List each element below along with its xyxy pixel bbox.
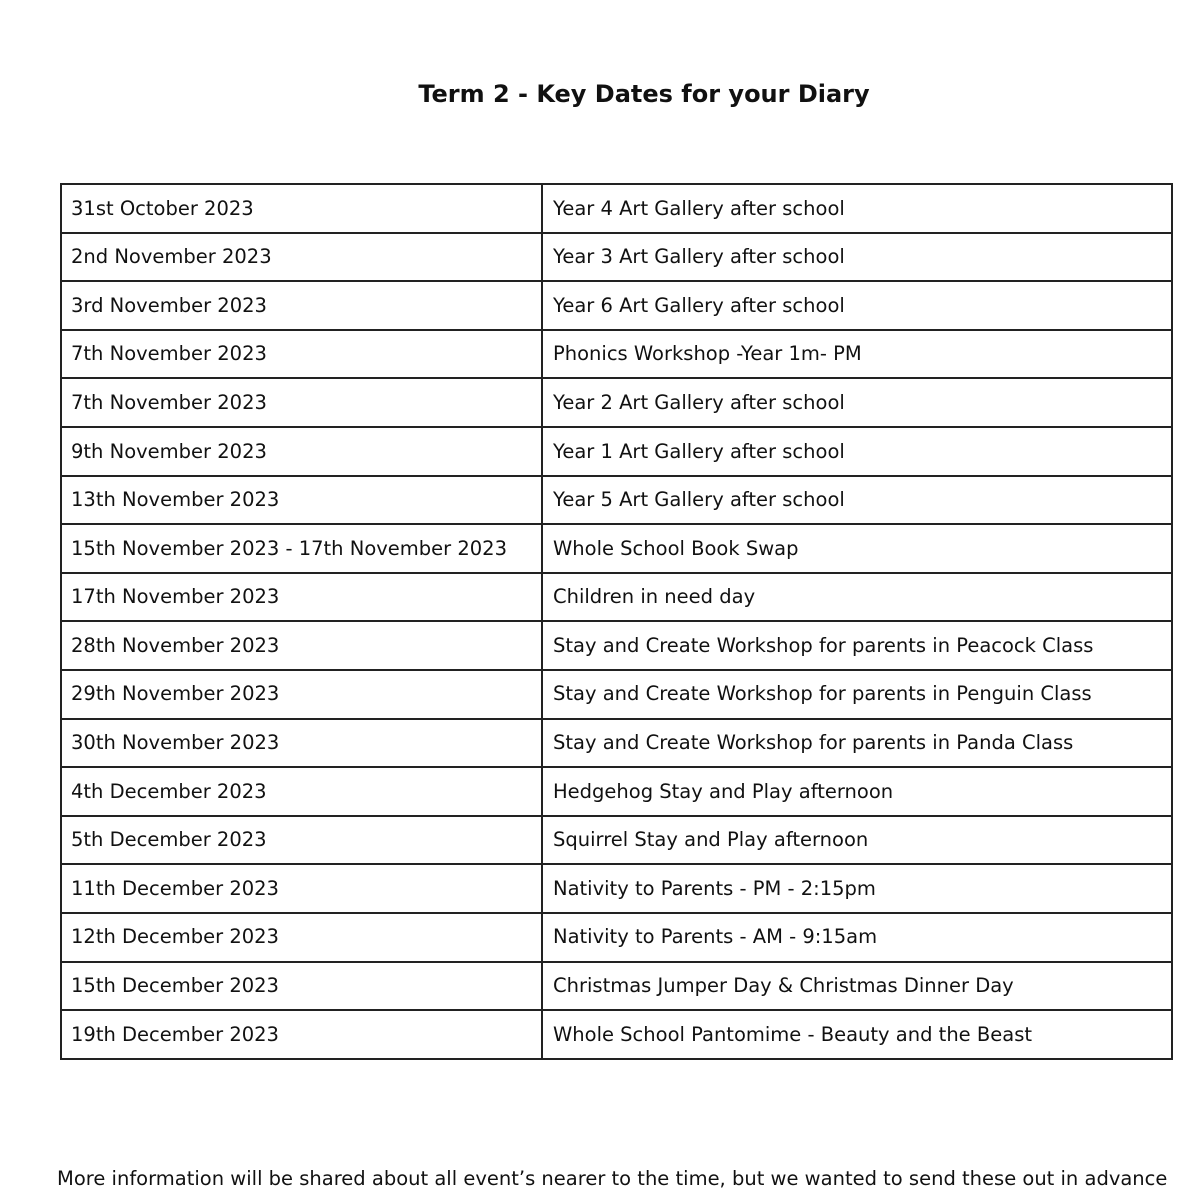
event-cell: Phonics Workshop -Year 1m- PM (542, 330, 1172, 379)
date-cell: 13th November 2023 (61, 476, 542, 525)
table-row (61, 1010, 1172, 1059)
footer-note: More information will be shared about all event’s nearer to the time, but we wanted to send these out in advance (57, 1167, 1168, 1190)
date-cell: 19th December 2023 (61, 1010, 542, 1059)
event-cell: Squirrel Stay and Play afternoon (542, 816, 1172, 865)
table-row (61, 816, 1172, 865)
event-cell: Year 4 Art Gallery after school (542, 184, 1172, 233)
date-cell: 29th November 2023 (61, 670, 542, 719)
table-row (61, 330, 1172, 379)
event-cell: Nativity to Parents - PM - 2:15pm (542, 864, 1172, 913)
date-cell: 11th December 2023 (61, 864, 542, 913)
table-row (61, 524, 1172, 573)
table-row (61, 913, 1172, 962)
event-cell: Hedgehog Stay and Play afternoon (542, 767, 1172, 816)
event-cell: Stay and Create Workshop for parents in Penguin Class (542, 670, 1172, 719)
event-cell: Year 1 Art Gallery after school (542, 427, 1172, 476)
event-cell: Nativity to Parents - AM - 9:15am (542, 913, 1172, 962)
date-cell: 17th November 2023 (61, 573, 542, 622)
event-cell: Christmas Jumper Day & Christmas Dinner Day (542, 962, 1172, 1011)
table-row (61, 378, 1172, 427)
date-cell: 5th December 2023 (61, 816, 542, 865)
date-cell: 31st October 2023 (61, 184, 542, 233)
table-row (61, 184, 1172, 233)
event-cell: Stay and Create Workshop for parents in Panda Class (542, 719, 1172, 768)
date-cell: 15th December 2023 (61, 962, 542, 1011)
table-row (61, 233, 1172, 282)
event-cell: Year 5 Art Gallery after school (542, 476, 1172, 525)
event-cell: Stay and Create Workshop for parents in Peacock Class (542, 621, 1172, 670)
date-cell: 15th November 2023 - 17th November 2023 (61, 524, 542, 573)
table-row (61, 573, 1172, 622)
key-dates-table (60, 183, 1173, 1060)
event-cell: Children in need day (542, 573, 1172, 622)
table-row (61, 281, 1172, 330)
date-cell: 12th December 2023 (61, 913, 542, 962)
date-cell: 9th November 2023 (61, 427, 542, 476)
table-row (61, 670, 1172, 719)
page-title: Term 2 - Key Dates for your Diary (418, 80, 870, 108)
table-row (61, 621, 1172, 670)
table-row (61, 864, 1172, 913)
table-row (61, 719, 1172, 768)
table-row (61, 476, 1172, 525)
date-cell: 28th November 2023 (61, 621, 542, 670)
event-cell: Year 2 Art Gallery after school (542, 378, 1172, 427)
date-cell: 3rd November 2023 (61, 281, 542, 330)
table-row (61, 962, 1172, 1011)
table-row (61, 427, 1172, 476)
date-cell: 7th November 2023 (61, 330, 542, 379)
event-cell: Whole School Pantomime - Beauty and the Beast (542, 1010, 1172, 1059)
event-cell: Year 3 Art Gallery after school (542, 233, 1172, 282)
date-cell: 2nd November 2023 (61, 233, 542, 282)
date-cell: 4th December 2023 (61, 767, 542, 816)
event-cell: Year 6 Art Gallery after school (542, 281, 1172, 330)
event-cell: Whole School Book Swap (542, 524, 1172, 573)
key-dates-table-body (61, 184, 1172, 1059)
date-cell: 30th November 2023 (61, 719, 542, 768)
date-cell: 7th November 2023 (61, 378, 542, 427)
table-row (61, 767, 1172, 816)
